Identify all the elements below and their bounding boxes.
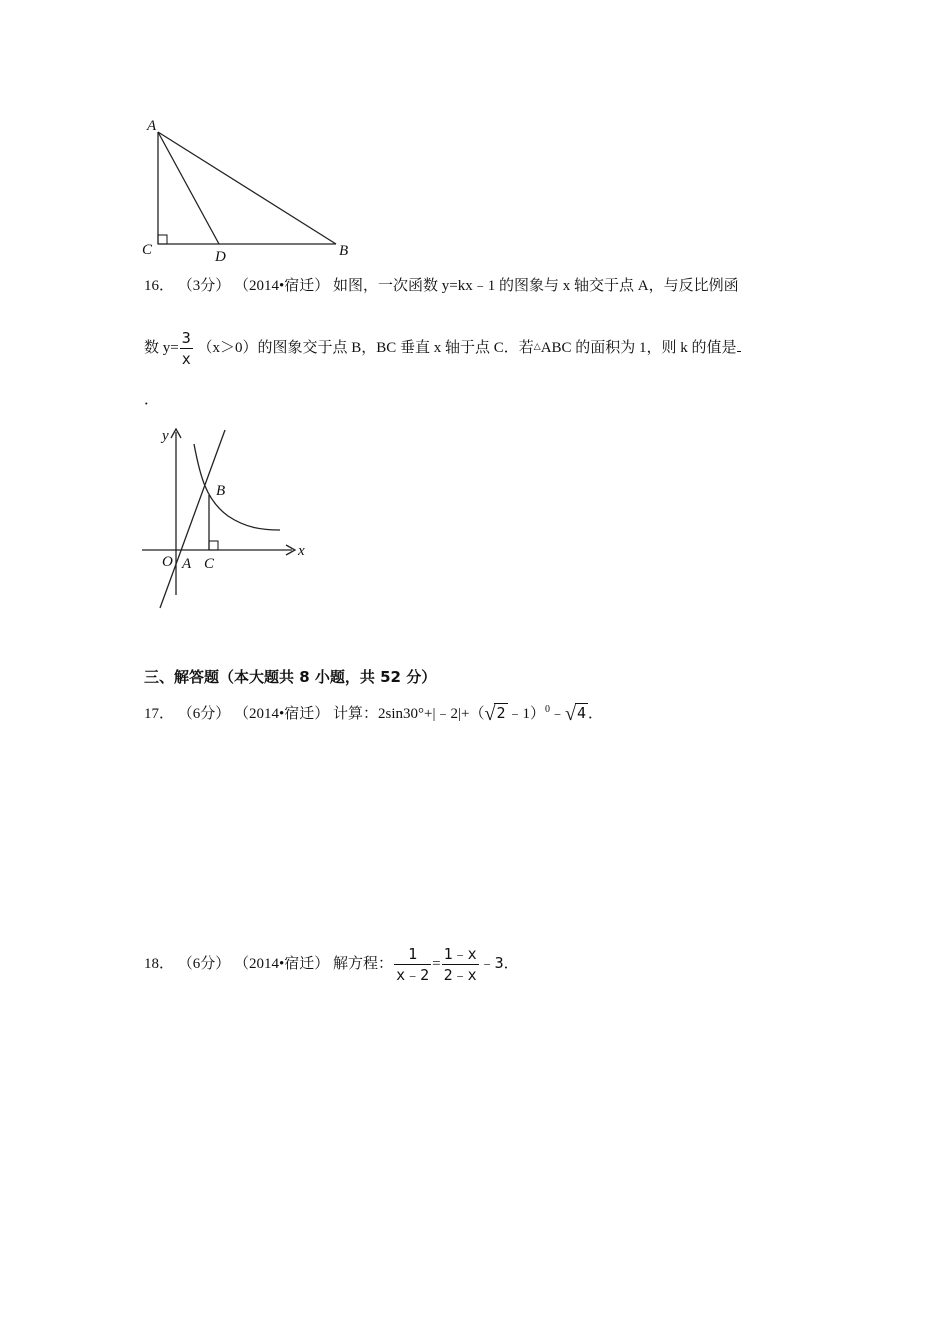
- q16-period: ．: [144, 392, 160, 408]
- q17-text-c: ﹣: [550, 706, 566, 722]
- segment-ab: [158, 132, 336, 244]
- q18-text-a: 解方程：: [333, 955, 394, 972]
- q16-fraction: [180, 328, 193, 369]
- label-o: O: [162, 554, 173, 570]
- label-c-graph: C: [204, 556, 215, 572]
- q18-source: （2014•宿迁）: [234, 955, 330, 972]
- q16-frac-den: x: [181, 350, 191, 368]
- label-a-graph: A: [182, 556, 192, 572]
- q17-exponent: 0: [545, 704, 551, 715]
- label-d: D: [215, 249, 226, 264]
- right-angle-mark: [158, 235, 167, 244]
- q17-line: [144, 700, 603, 724]
- q16-text-line1: 如图，一次函数 y=kx﹣1 的图象与 x 轴交于点 A，与反比例函: [333, 278, 739, 294]
- q18-tail: ﹣3．: [479, 953, 519, 972]
- q16-line2-prefix: 数 y=: [144, 339, 179, 356]
- q16-source: （2014•宿迁）: [234, 278, 330, 294]
- q16-line1: [144, 276, 739, 296]
- section-heading: 三、解答题（本大题共 8 小题，共 52 分）: [144, 668, 437, 686]
- label-x: x: [298, 543, 305, 559]
- q18-fraction-2: [442, 944, 479, 985]
- radical-sign-icon: √: [565, 703, 577, 725]
- q17-text-d: ．: [588, 706, 604, 722]
- label-b: B: [339, 243, 349, 259]
- q16-score: （3分）: [177, 278, 231, 294]
- triangle-symbol: △: [533, 340, 541, 351]
- q18-f1-num: 1: [408, 945, 418, 963]
- q17-score: （6分）: [177, 706, 231, 722]
- q16-frac-num: 3: [181, 329, 191, 347]
- answer-blank[interactable]: [737, 337, 741, 352]
- q16-line2-text-b: ABC 的面积为 1，则 k 的值是: [540, 339, 737, 356]
- hyperbola-curve: [194, 444, 280, 530]
- linear-function-line: [160, 430, 225, 608]
- q17-sqrt-2: 2: [496, 704, 506, 722]
- q18-score: （6分）: [177, 955, 231, 972]
- q17-number: 17．: [144, 706, 175, 722]
- q18-equals: =: [432, 955, 441, 972]
- radical-sign-icon: √: [484, 703, 496, 725]
- q18-f1-den: x﹣2: [396, 966, 430, 984]
- q17-sqrt-4: 4: [577, 704, 587, 722]
- q16-number: 16．: [144, 278, 175, 294]
- right-angle-mark-c: [209, 541, 218, 550]
- q16-line3: [144, 390, 159, 410]
- segment-ad: [158, 132, 219, 244]
- q18-fraction-1: [394, 944, 431, 985]
- q18-f2-den: 2﹣x: [443, 966, 477, 984]
- q17-text-a: 计算：2sin30°+|﹣2|+（: [333, 706, 485, 722]
- q18-number: 18．: [144, 955, 175, 972]
- q16-line2-text-a: （x＞0）的图象交于点 B，BC 垂直 x 轴于点 C．若: [197, 339, 534, 356]
- label-b-graph: B: [216, 483, 226, 499]
- function-graph-figure: [140, 420, 320, 615]
- label-y: y: [162, 428, 169, 444]
- q17-text-b: ﹣1）: [507, 706, 546, 722]
- q18-f2-num: 1﹣x: [443, 945, 477, 963]
- label-a: A: [147, 118, 157, 134]
- q17-source: （2014•宿迁）: [234, 706, 330, 722]
- triangle-figure: [138, 112, 368, 264]
- q18-line: [144, 944, 519, 985]
- q16-line2: [144, 328, 741, 369]
- label-c: C: [142, 242, 153, 258]
